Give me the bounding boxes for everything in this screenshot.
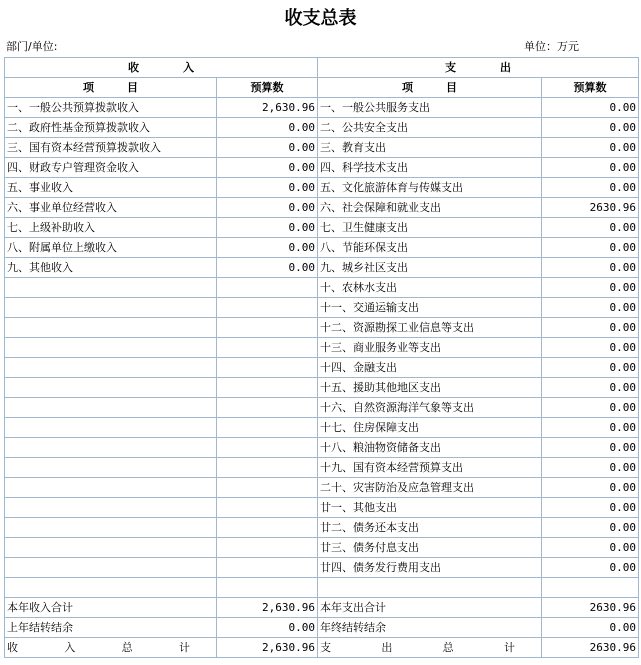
table-row	[5, 498, 639, 518]
section-header-row	[5, 58, 639, 78]
expense-item-cell: 十五、援助其他地区支出	[318, 378, 542, 398]
income-grand-total-label	[5, 638, 217, 658]
income-budget-cell: 0.00	[217, 238, 318, 258]
empty-cell	[217, 298, 318, 318]
income-item-cell: 五、事业收入	[5, 178, 217, 198]
expense-section-header: 支 出	[318, 58, 639, 78]
table-row	[5, 218, 639, 238]
table-row	[5, 118, 639, 138]
table-row	[5, 178, 639, 198]
empty-cell	[217, 358, 318, 378]
empty-cell	[217, 498, 318, 518]
empty-cell	[5, 498, 217, 518]
empty-cell	[5, 398, 217, 418]
expense-item-cell: 十六、自然资源海洋气象等支出	[318, 398, 542, 418]
income-item-cell: 一、一般公共预算拨款收入	[5, 98, 217, 118]
grand-total-char: 支	[320, 641, 331, 654]
income-section-header: 收 入	[5, 58, 318, 78]
table-row	[5, 518, 639, 538]
expense-budget-cell: 0.00	[542, 458, 639, 478]
empty-cell	[217, 398, 318, 418]
grand-total-value: 2630.96	[542, 638, 639, 658]
table-row	[5, 298, 639, 318]
total-label-cell: 年终结转结余	[318, 618, 542, 638]
table-row	[5, 318, 639, 338]
empty-cell	[5, 418, 217, 438]
table-row	[5, 378, 639, 398]
expense-budget-header: 预算数	[542, 78, 639, 98]
expense-item-cell: 三、教育支出	[318, 138, 542, 158]
income-item-cell: 八、附属单位上缴收入	[5, 238, 217, 258]
income-item-cell: 二、政府性基金预算拨款收入	[5, 118, 217, 138]
expense-budget-cell: 0.00	[542, 278, 639, 298]
grand-total-char: 总	[442, 641, 454, 654]
table-row	[5, 458, 639, 478]
expense-item-cell: 六、社会保障和就业支出	[318, 198, 542, 218]
expense-budget-cell: 0.00	[542, 438, 639, 458]
income-budget-cell: 0.00	[217, 218, 318, 238]
expense-budget-cell: 0.00	[542, 258, 639, 278]
total-value-cell: 0.00	[217, 618, 318, 638]
expense-budget-cell: 0.00	[542, 238, 639, 258]
empty-cell	[5, 338, 217, 358]
grand-total-char: 入	[64, 641, 76, 654]
expense-budget-cell: 0.00	[542, 138, 639, 158]
expense-item-cell: 十一、交通运输支出	[318, 298, 542, 318]
table-row	[5, 98, 639, 118]
expense-item-cell: 十七、住房保障支出	[318, 418, 542, 438]
empty-cell	[318, 578, 542, 598]
income-item-cell: 六、事业单位经营收入	[5, 198, 217, 218]
grand-total-char: 出	[381, 641, 393, 654]
total-value-cell: 2630.96	[542, 598, 639, 618]
expense-budget-cell: 2630.96	[542, 198, 639, 218]
grand-total-char: 计	[178, 641, 190, 654]
expense-item-cell: 廿一、其他支出	[318, 498, 542, 518]
expense-item-cell: 五、文化旅游体育与传媒支出	[318, 178, 542, 198]
expense-item-cell: 廿二、债务还本支出	[318, 518, 542, 538]
expense-item-cell: 十三、商业服务业等支出	[318, 338, 542, 358]
table-row	[5, 138, 639, 158]
table-row	[5, 538, 639, 558]
empty-cell	[5, 458, 217, 478]
grand-total-label	[7, 638, 214, 657]
total-label-cell: 本年支出合计	[318, 598, 542, 618]
expense-budget-cell: 0.00	[542, 158, 639, 178]
empty-cell	[217, 418, 318, 438]
grand-total-label	[320, 638, 539, 657]
table-row	[5, 558, 639, 578]
empty-cell	[5, 358, 217, 378]
empty-cell	[217, 318, 318, 338]
empty-cell	[5, 518, 217, 538]
expense-budget-cell: 0.00	[542, 218, 639, 238]
empty-cell	[217, 538, 318, 558]
expense-item-cell: 廿三、债务付息支出	[318, 538, 542, 558]
expense-budget-cell: 0.00	[542, 418, 639, 438]
unit-label: 单位：万元	[524, 40, 579, 53]
expense-budget-cell: 0.00	[542, 178, 639, 198]
expense-budget-cell: 0.00	[542, 98, 639, 118]
empty-cell	[217, 438, 318, 458]
income-item-header: 项 目	[5, 78, 217, 98]
empty-cell	[5, 318, 217, 338]
income-budget-cell: 0.00	[217, 198, 318, 218]
income-budget-cell: 0.00	[217, 258, 318, 278]
income-budget-cell: 0.00	[217, 158, 318, 178]
empty-cell	[217, 378, 318, 398]
grand-total-char: 总	[121, 641, 133, 654]
expense-budget-cell: 0.00	[542, 298, 639, 318]
expense-budget-cell: 0.00	[542, 498, 639, 518]
empty-cell	[217, 458, 318, 478]
expense-budget-cell: 0.00	[542, 558, 639, 578]
table-row	[5, 278, 639, 298]
grand-total-row	[5, 638, 639, 658]
empty-cell	[542, 578, 639, 598]
expense-item-cell: 十二、资源勘探工业信息等支出	[318, 318, 542, 338]
grand-total-value: 2,630.96	[217, 638, 318, 658]
table-row	[5, 418, 639, 438]
table-row	[5, 358, 639, 378]
expense-item-cell: 八、节能环保支出	[318, 238, 542, 258]
expense-budget-cell: 0.00	[542, 118, 639, 138]
empty-cell	[217, 478, 318, 498]
table-row	[5, 158, 639, 178]
empty-cell	[217, 558, 318, 578]
expense-item-cell: 一、一般公共服务支出	[318, 98, 542, 118]
income-item-cell: 七、上级补助收入	[5, 218, 217, 238]
income-budget-cell: 0.00	[217, 138, 318, 158]
empty-cell	[5, 378, 217, 398]
income-budget-cell: 0.00	[217, 118, 318, 138]
table-row	[5, 238, 639, 258]
table-row	[5, 258, 639, 278]
expense-item-cell: 十四、金融支出	[318, 358, 542, 378]
expense-budget-cell: 0.00	[542, 378, 639, 398]
empty-cell	[5, 558, 217, 578]
income-item-cell: 四、财政专户管理资金收入	[5, 158, 217, 178]
expense-budget-cell: 0.00	[542, 538, 639, 558]
column-header-row	[5, 78, 639, 98]
expense-item-cell: 九、城乡社区支出	[318, 258, 542, 278]
department-label: 部门/单位:	[6, 40, 58, 53]
table-row	[5, 338, 639, 358]
grand-total-char: 收	[7, 641, 18, 654]
income-budget-header: 预算数	[217, 78, 318, 98]
expense-budget-cell: 0.00	[542, 318, 639, 338]
expense-budget-cell: 0.00	[542, 358, 639, 378]
empty-cell	[5, 278, 217, 298]
year-total-row	[5, 598, 639, 618]
total-value-cell: 0.00	[542, 618, 639, 638]
expense-budget-cell: 0.00	[542, 478, 639, 498]
expense-item-cell: 二十、灾害防治及应急管理支出	[318, 478, 542, 498]
expense-budget-cell: 0.00	[542, 518, 639, 538]
table-row	[5, 438, 639, 458]
spacer-row	[5, 578, 639, 598]
table-row	[5, 398, 639, 418]
total-value-cell: 2,630.96	[217, 598, 318, 618]
carry-over-row	[5, 618, 639, 638]
empty-cell	[217, 518, 318, 538]
total-label-cell: 本年收入合计	[5, 598, 217, 618]
expense-item-cell: 七、卫生健康支出	[318, 218, 542, 238]
income-item-cell: 九、其他收入	[5, 258, 217, 278]
empty-cell	[5, 478, 217, 498]
expense-item-cell: 十九、国有资本经营预算支出	[318, 458, 542, 478]
report-title: 收支总表	[284, 8, 357, 29]
table-row	[5, 198, 639, 218]
income-budget-cell: 2,630.96	[217, 98, 318, 118]
expense-item-cell: 十、农林水支出	[318, 278, 542, 298]
income-item-cell: 三、国有资本经营预算拨款收入	[5, 138, 217, 158]
expense-item-cell: 四、科学技术支出	[318, 158, 542, 178]
empty-cell	[5, 438, 217, 458]
empty-cell	[217, 338, 318, 358]
income-budget-cell: 0.00	[217, 178, 318, 198]
expense-budget-cell: 0.00	[542, 398, 639, 418]
empty-cell	[5, 538, 217, 558]
empty-cell	[5, 578, 217, 598]
expense-item-cell: 十八、粮油物资储备支出	[318, 438, 542, 458]
expense-budget-cell: 0.00	[542, 338, 639, 358]
expense-grand-total-label	[318, 638, 542, 658]
empty-cell	[217, 278, 318, 298]
expense-item-cell: 二、公共安全支出	[318, 118, 542, 138]
table-row	[5, 478, 639, 498]
total-label-cell: 上年结转结余	[5, 618, 217, 638]
empty-cell	[5, 298, 217, 318]
grand-total-char: 计	[503, 641, 515, 654]
summary-table	[4, 57, 639, 658]
empty-cell	[217, 578, 318, 598]
expense-item-cell: 廿四、债务发行费用支出	[318, 558, 542, 578]
expense-item-header: 项 目	[318, 78, 542, 98]
